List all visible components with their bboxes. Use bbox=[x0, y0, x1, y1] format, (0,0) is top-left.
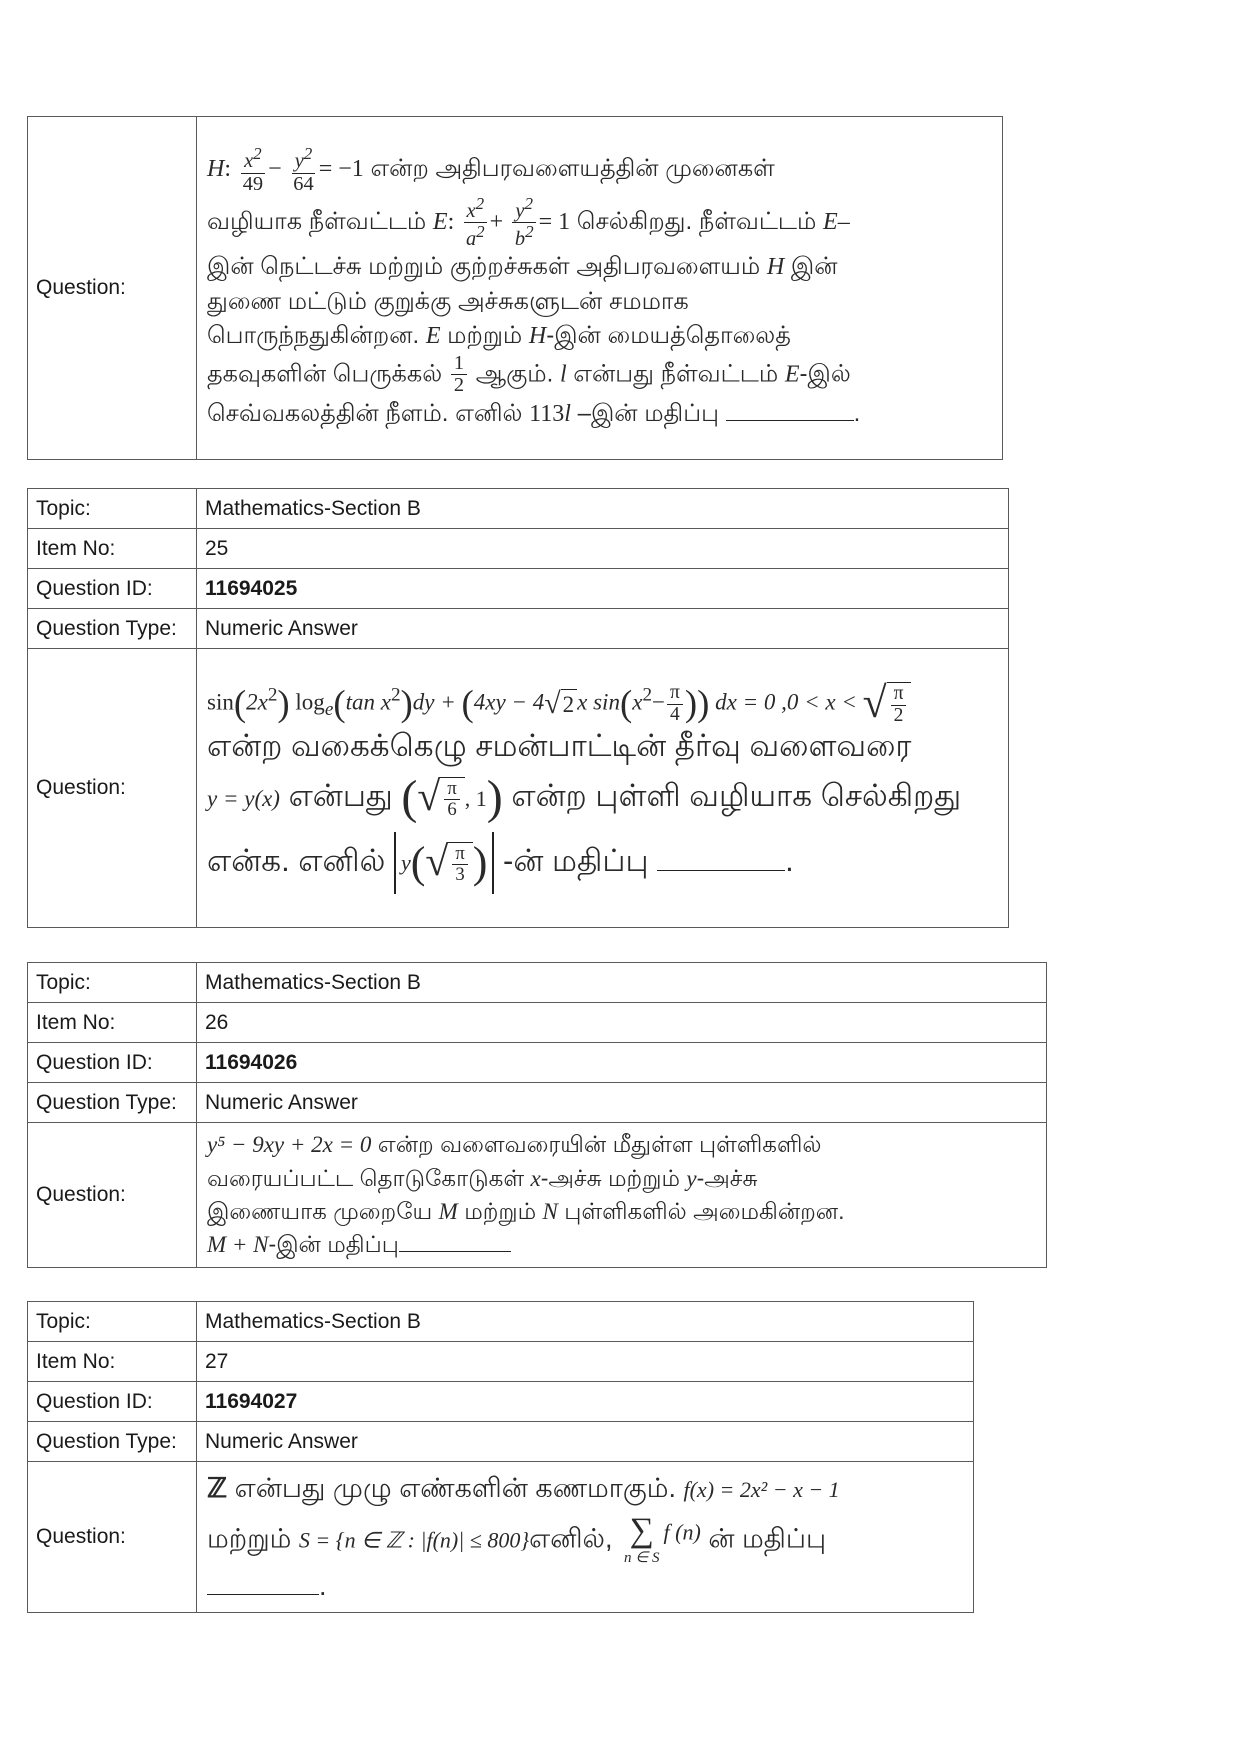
question-text: $\sin(2x^2)$ $\log_e(\tan$ $x^2)dy + (4xy - 4$ √ 2 x $\sin(x^2-$ $\frac{\pi}{4}$ )) dx = 0 ,0 < x < √ $\frac{\pi}{2}$ என்ற வகைக்கெழு சமன்பாட்டின் தீர்வு வளைவரை y = y(x) என்பது ( √ $\frac{\pi}{6}$ , 1) என்ற புள்ளி வழியாக செல்கிறது என்க. எனில் y ( √ $\frac{\pi}{3}$ ) -ன் மதிப்பு . bbox=[197, 649, 1009, 928]
item-no-value: 26 bbox=[197, 1003, 1047, 1043]
topic-label: Topic: bbox=[28, 489, 197, 529]
item-no-value: 27 bbox=[197, 1342, 974, 1382]
question-type-value: Numeric Answer bbox=[197, 1422, 974, 1462]
question-27-table bbox=[27, 1301, 974, 1613]
item-no-label: Item No: bbox=[28, 1003, 197, 1043]
question-label: Question: bbox=[28, 1123, 197, 1268]
question-type-label: Question Type: bbox=[28, 1083, 197, 1123]
item-no-value: 25 bbox=[197, 529, 1009, 569]
topic-label: Topic: bbox=[28, 963, 197, 1003]
question-text: y⁵ − 9xy + 2x = 0 என்ற வளைவரையின் மீதுள்ள புள்ளிகளில் வரையப்பட்ட தொடுகோடுகள் x-அச்சு மற்றும் y-அச்சு இணையாக முறையே M மற்றும் N புள்ளிகளில் அமைகின்றன. M + N-இன் மதிப்பு bbox=[197, 1123, 1047, 1268]
question-id-label: Question ID: bbox=[28, 569, 197, 609]
question-text: ℤ என்பது முழு எண்களின் கணமாகும். f(x) = 2x² − x − 1 மற்றும் S = {n ∈ ℤ : |f(n)| ≤ 800}எனில், ∑ n ∈ S $^{f (n)}$ ன் மதிப்பு . bbox=[197, 1462, 974, 1613]
answer-blank bbox=[207, 1594, 319, 1595]
question-24-table bbox=[27, 116, 1003, 460]
topic-value: Mathematics-Section B bbox=[197, 1302, 974, 1342]
question-id-label: Question ID: bbox=[28, 1382, 197, 1422]
answer-blank bbox=[726, 420, 854, 421]
item-no-label: Item No: bbox=[28, 1342, 197, 1382]
answer-blank bbox=[657, 870, 785, 871]
answer-blank bbox=[399, 1251, 511, 1252]
topic-value: Mathematics-Section B bbox=[197, 489, 1009, 529]
topic-label: Topic: bbox=[28, 1302, 197, 1342]
question-id-label: Question ID: bbox=[28, 1043, 197, 1083]
question-label: Question: bbox=[28, 649, 197, 928]
topic-value: Mathematics-Section B bbox=[197, 963, 1047, 1003]
question-id-value: 11694027 bbox=[197, 1382, 974, 1422]
question-type-value: Numeric Answer bbox=[197, 609, 1009, 649]
question-id-value: 11694025 bbox=[197, 569, 1009, 609]
question-type-label: Question Type: bbox=[28, 609, 197, 649]
question-id-value: 11694026 bbox=[197, 1043, 1047, 1083]
question-text: H: $\frac{x^2}{49}$ − $\frac{y^2}{64}$ = −1 என்ற அதிபரவளையத்தின் முனைகள் வழியாக நீள்வட்டம் E: $\frac{x^2}{a^2}$ + $\frac{y^2}{b^2}$ = 1 செல்கிறது. நீள்வட்டம் E– இன் நெட்டச்சு மற்றும் குற்றச்சுகள் அதிபரவளையம் H இன் துணை மட்டும் குறுக்கு அச்சுகளுடன் சமமாக பொருந்நதுகின்றன. E மற்றும் H-இன் மையத்தொலைத் தகவுகளின் பெருக்கல் $\frac{1}{2}$ ஆகும். l என்பது நீள்வட்டம் E-இல் செவ்வகலத்தின் நீளம். எனில் 113l –இன் மதிப்பு . bbox=[197, 117, 1003, 460]
item-no-label: Item No: bbox=[28, 529, 197, 569]
question-label: Question: bbox=[28, 1462, 197, 1613]
question-26-table bbox=[27, 962, 1047, 1268]
question-type-value: Numeric Answer bbox=[197, 1083, 1047, 1123]
question-label: Question: bbox=[28, 117, 197, 460]
question-25-table bbox=[27, 488, 1009, 928]
question-type-label: Question Type: bbox=[28, 1422, 197, 1462]
